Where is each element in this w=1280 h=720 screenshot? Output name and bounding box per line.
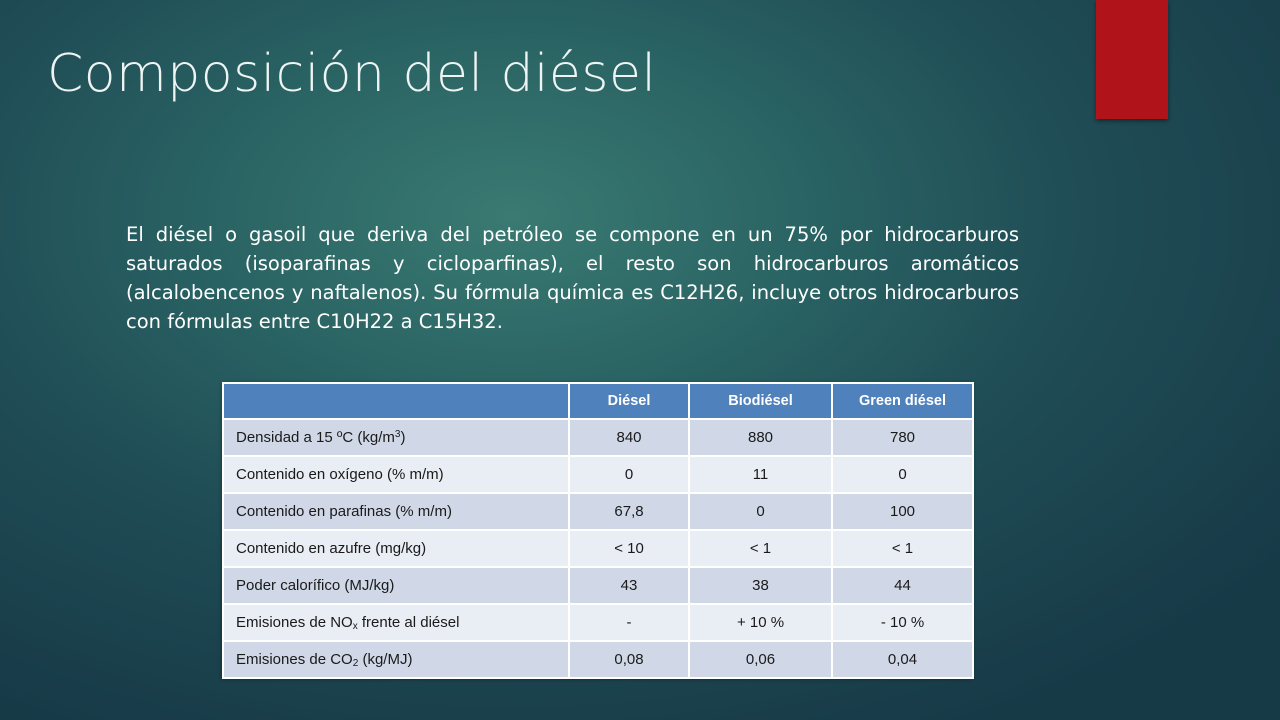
cell-biodiesel: < 1 [689, 530, 832, 567]
cell-diesel: 0 [569, 456, 689, 493]
row-label-subscript: x [352, 620, 358, 632]
cell-green-diesel: - 10 % [832, 604, 973, 641]
row-label-superscript: 3 [394, 429, 401, 440]
cell-green-diesel: 44 [832, 567, 973, 604]
cell-biodiesel: 11 [689, 456, 832, 493]
cell-green-diesel: < 1 [832, 530, 973, 567]
table-row [223, 456, 973, 493]
cell-diesel: 67,8 [569, 493, 689, 530]
cell-biodiesel: + 10 % [689, 604, 832, 641]
row-label-text: Emisiones de NO [236, 613, 353, 631]
cell-diesel: 0,08 [569, 641, 689, 678]
table-row [223, 641, 973, 678]
row-label [223, 419, 569, 456]
row-label-text: Densidad a 15 ºC (kg/m [236, 429, 395, 446]
row-label: Contenido en azufre (mg/kg) [223, 530, 569, 567]
row-label-suffix: ) [400, 429, 406, 446]
cell-green-diesel: 780 [832, 419, 973, 456]
header-cell-diesel: Diésel [569, 383, 689, 419]
table-row [223, 604, 973, 641]
cell-diesel: - [569, 604, 689, 641]
accent-bar [1096, 0, 1168, 119]
header-cell-biodiesel: Biodiésel [689, 383, 832, 419]
row-label-text: Emisiones de CO [236, 650, 353, 668]
row-label-subscript: 2 [352, 657, 359, 669]
cell-green-diesel: 100 [832, 493, 973, 530]
header-cell-green-diesel: Green diésel [832, 383, 973, 419]
table-row [223, 567, 973, 604]
cell-biodiesel: 0,06 [689, 641, 832, 678]
cell-diesel: 43 [569, 567, 689, 604]
row-label-suffix: (kg/MJ) [358, 650, 413, 668]
slide-title: Composición del diésel [47, 44, 657, 104]
cell-biodiesel: 38 [689, 567, 832, 604]
cell-diesel: 840 [569, 419, 689, 456]
cell-green-diesel: 0 [832, 456, 973, 493]
cell-green-diesel: 0,04 [832, 641, 973, 678]
row-label: Poder calorífico (MJ/kg) [223, 567, 569, 604]
row-label [223, 604, 569, 641]
row-label-suffix: frente al diésel [357, 613, 460, 631]
row-label [223, 641, 569, 678]
header-cell-empty [223, 383, 569, 419]
row-label: Contenido en oxígeno (% m/m) [223, 456, 569, 493]
table-row [223, 493, 973, 530]
table-row [223, 530, 973, 567]
comparison-table [222, 382, 972, 678]
table-row [223, 419, 973, 456]
table-header-row [223, 383, 973, 419]
cell-biodiesel: 0 [689, 493, 832, 530]
row-label: Contenido en parafinas (% m/m) [223, 493, 569, 530]
cell-diesel: < 10 [569, 530, 689, 567]
cell-biodiesel: 880 [689, 419, 832, 456]
body-paragraph: El diésel o gasoil que deriva del petróleo se compone en un 75% por hidrocarburos saturados (isoparafinas y cicloparfinas), el resto son hidrocarburos aromáticos (alcalobencenos y naftalenos). Su fórmula química es C12H26, incluye otros hidrocarburos con fórmulas entre C10H22 a C15H32. [126, 223, 1019, 333]
